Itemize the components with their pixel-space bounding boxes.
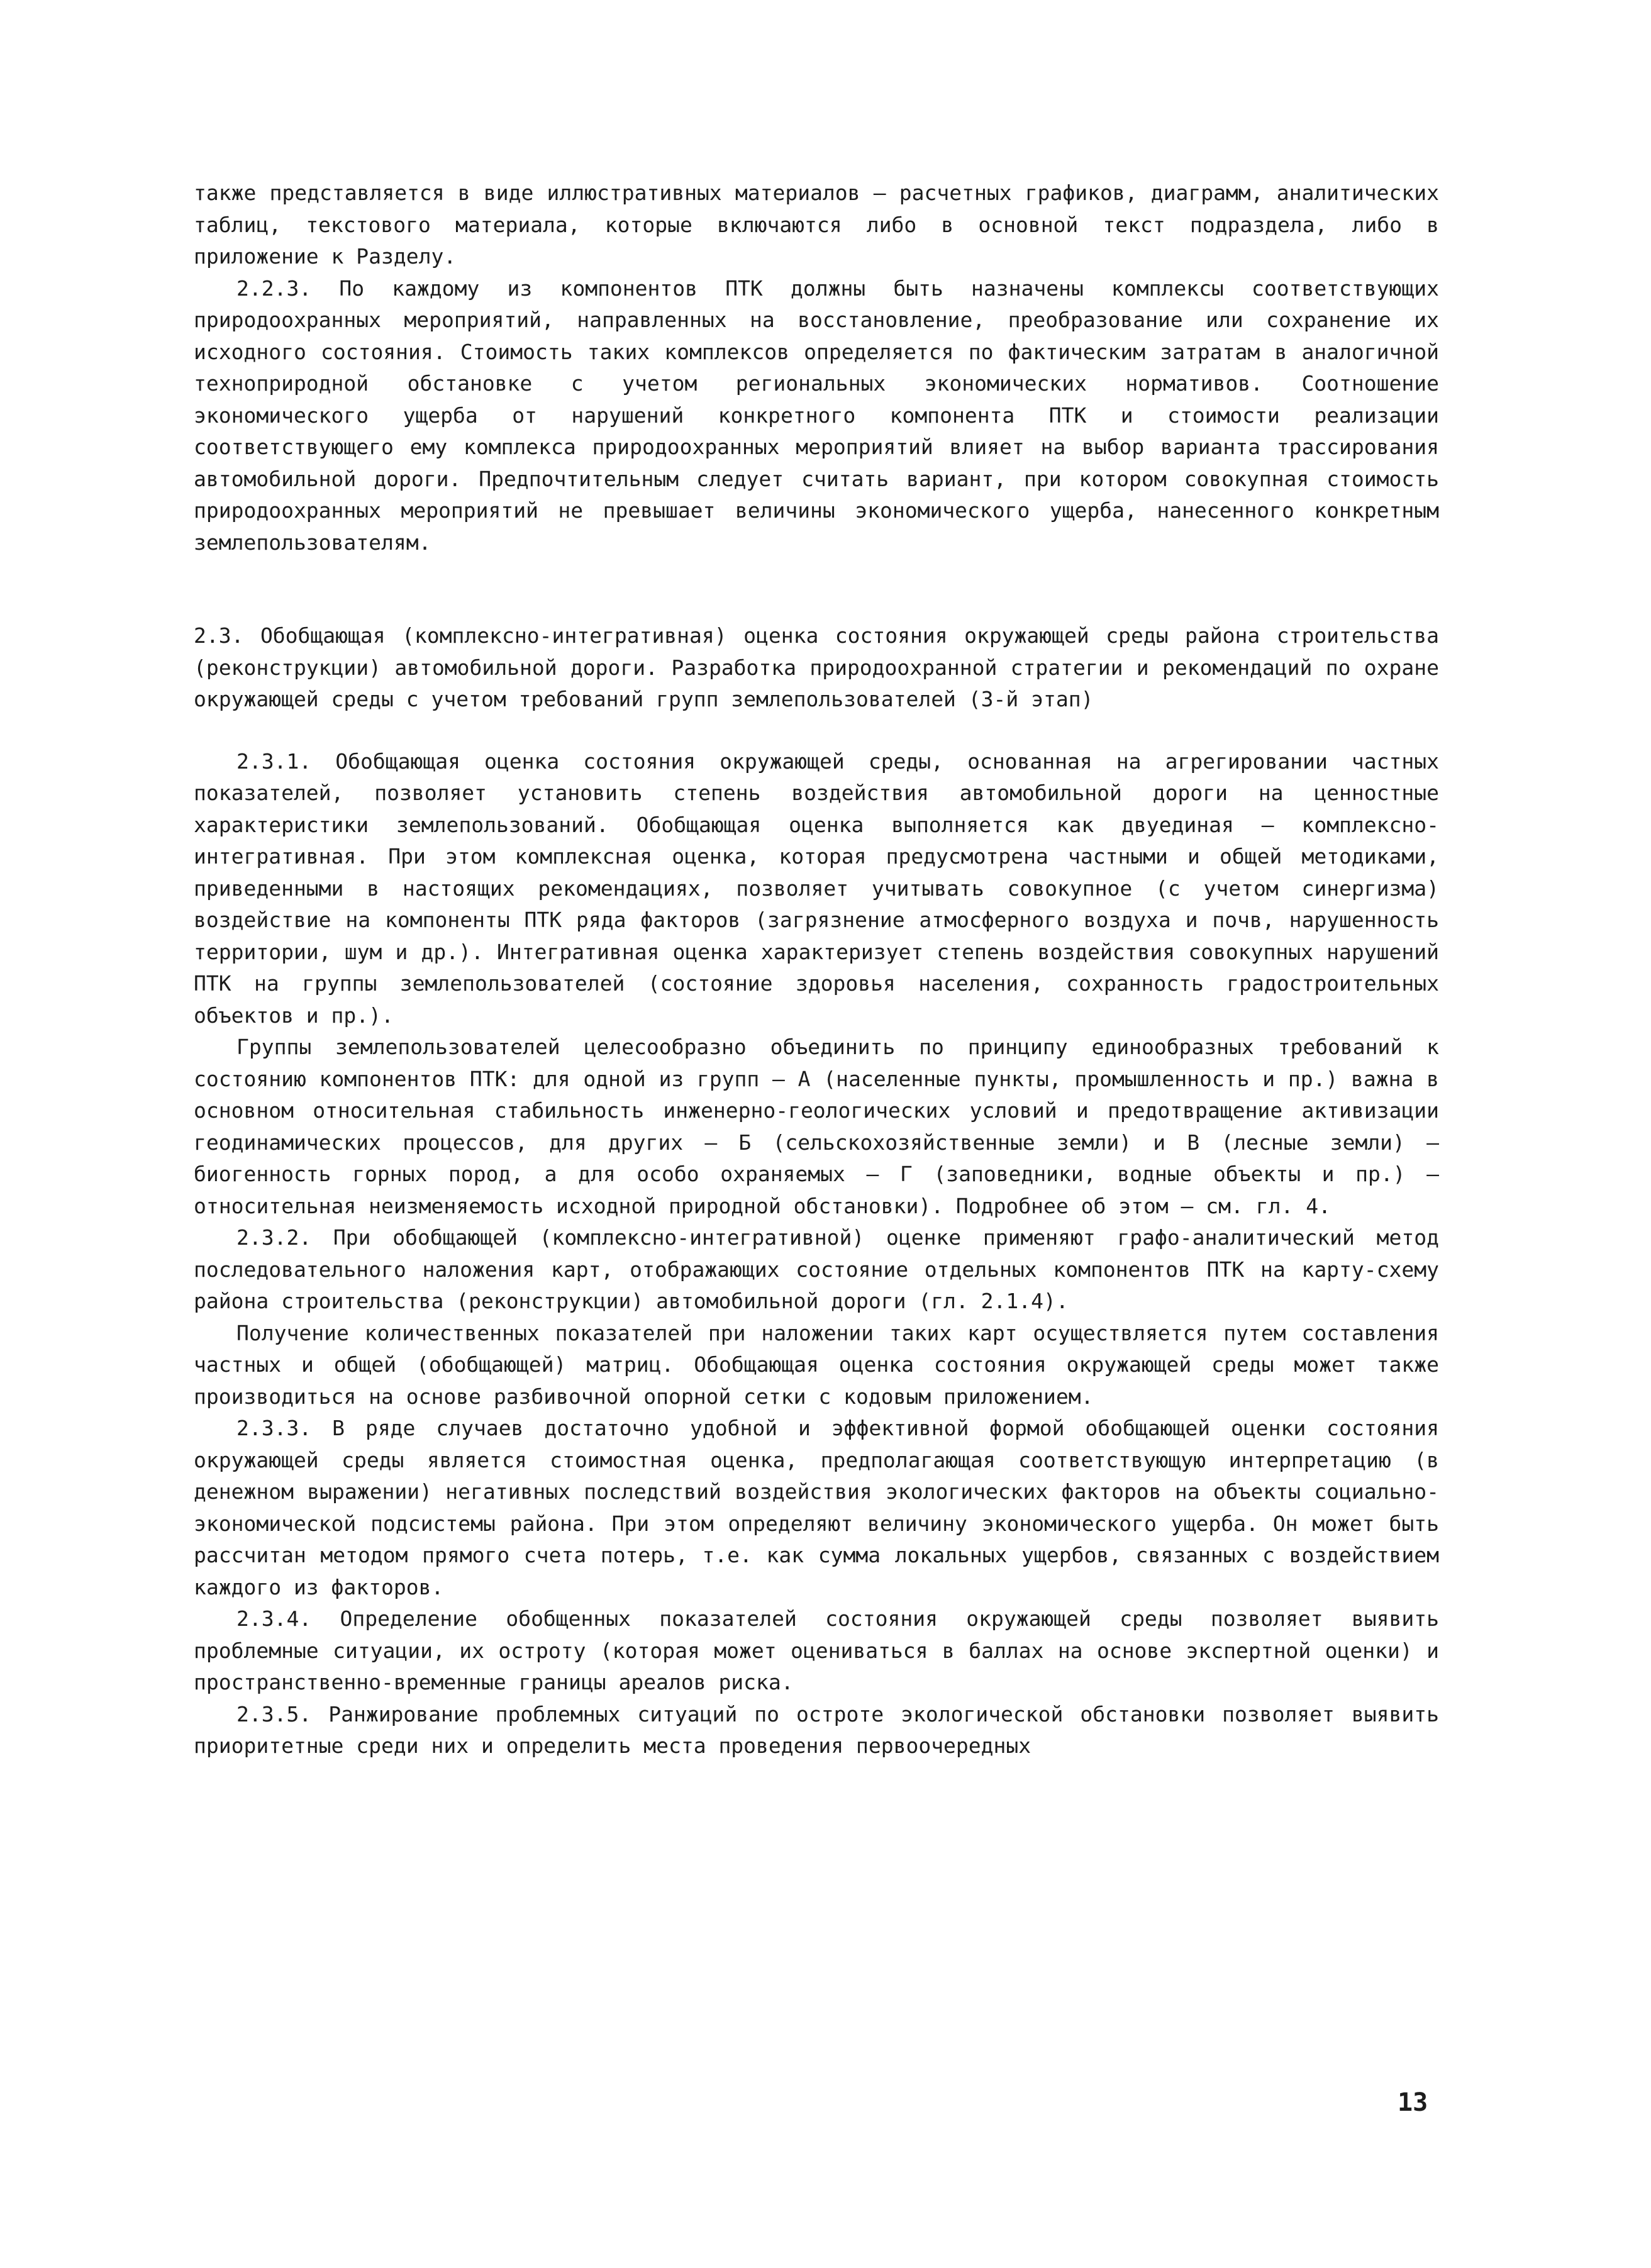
paragraph-continuation: также представляется в виде иллюстративных материалов – расчетных графиков, диаграмм, аналитических таблиц, текстового материала, которые включаются либо в основной текст подраздела, либо в приложение к Разделу. <box>194 181 1439 269</box>
paragraph-2-2-3: 2.2.3. По каждому из компонентов ПТК должны быть назначены комплексы соответствующих природоохранных мероприятий, направленных на восстановление, преобразование или сохранение их исходного состояния. Стоимость таких комплексов определяется по фактическим затратам в аналогичной технoприродной обстановке с учетом региональных экономических нормативов. Соотношение экономического ущерба от нарушений конкретного компонента ПТК и стоимости реализации соответствующего ему комплекса природоохранных мероприятий влияет на выбор варианта трассирования автомобильной дороги. Предпочтительным следует считать вариант, при котором совокупная стоимость природоохранных мероприятий не превышает величины экономического ущерба, нанесенного конкретным землепользователям. <box>194 275 1439 555</box>
document-body <box>194 177 1439 1762</box>
paragraph-2-3-2: 2.3.2. При обобщающей (комплексно-интегративной) оценке применяют графо-аналитический метод последовательного наложения карт, отображающих состояние отдельных компонентов ПТК на карту-схему района строительства (реконструкции) автомобильной дороги (гл. 2.1.4). <box>194 1225 1439 1313</box>
paragraph-2-3-1: 2.3.1. Обобщающая оценка состояния окружающей среды, основанная на агрегировании частных показателей, позволяет установить степень воздействия автомобильной дороги на ценностные характеристики землепользований. Обобщающая оценка выполняется как двуединая – комплексно-интегративная. При этом комплексная оценка, которая предусмотрена частными и общей методиками, приведенными в настоящих рекомендациях, позволяет учитывать совокупное (с учетом синергизма) воздействие на компоненты ПТК ряда факторов (загрязнение атмосферного воздуха и почв, нарушенность территории, шум и др.). Интегративная оценка характеризует степень воздействия совокупных нарушений ПТК на группы землепользователей (состояние здоровья населения, сохранность градостроительных объектов и пр.). <box>194 748 1439 1028</box>
section-heading-2-3 <box>194 620 1439 716</box>
paragraph-2-3-4: 2.3.4. Определение обобщенных показателей состояния окружающей среды позволяет выявить проблемные ситуации, их остроту (которая может оцениваться в баллах на основе экспертной оценки) и пространственно-временные границы ареалов риска. <box>194 1606 1439 1694</box>
paragraph-2-3-3: 2.3.3. В ряде случаев достаточно удобной и эффективной формой обобщающей оценки состояния окружающей среды является стоимостная оценка, предполагающая соответствующую интерпретацию (в денежном выражении) негативных последствий воздействия экологических факторов на объекты социально-экономической подсистемы района. При этом определяют величину экономического ущерба. Он может быть рассчитан методом прямого счета потерь, т.е. как сумма локальных ущербов, связанных с воздействием каждого из факторов. <box>194 1416 1439 1599</box>
spacer <box>194 716 1439 746</box>
paragraph-quantitative-indicators: Получение количественных показателей при наложении таких карт осуществляется путем составления частных и общей (обобщающей) матриц. Обобщающая оценка состояния окружающей среды может также производиться на основе разбивочной опорной сетки с кодовым приложением. <box>194 1320 1439 1409</box>
paragraph-2-3-5: 2.3.5. Ранжирование проблемных ситуаций по остроте экологической обстановки позволяет выявить приоритетные среди них и определить места проведения первоочередных <box>194 1701 1439 1758</box>
paragraph-land-user-groups: Группы землепользователей целесообразно объединить по принципу единообразных требований к состоянию компонентов ПТК: для одной из групп – А (населенные пункты, промышленность и пр.) важна в основном относительная стабильность инженерно-геологических условий и предотвращение активизации геодинамических процессов, для других – Б (сельскохозяйственные земли) и В (лесные земли) – биогенность горных пород, а для особо охраняемых – Г (заповедники, водные объекты и пр.) – относительная неизменяемость исходной природной обстановки). Подробнее об этом – см. гл. 4. <box>194 1035 1439 1218</box>
page-number: 13 <box>1398 2088 1428 2117</box>
section-heading-text: 2.3. Обобщающая (комплексно-интегративная) оценка состояния окружающей среды района строительства (реконструкции) автомобильной дороги. Разработка природоохранной стратегии и рекомендаций по охране окружающей среды с учетом требований групп землепользователей (3-й этап) <box>194 623 1439 711</box>
spacer <box>194 559 1439 620</box>
